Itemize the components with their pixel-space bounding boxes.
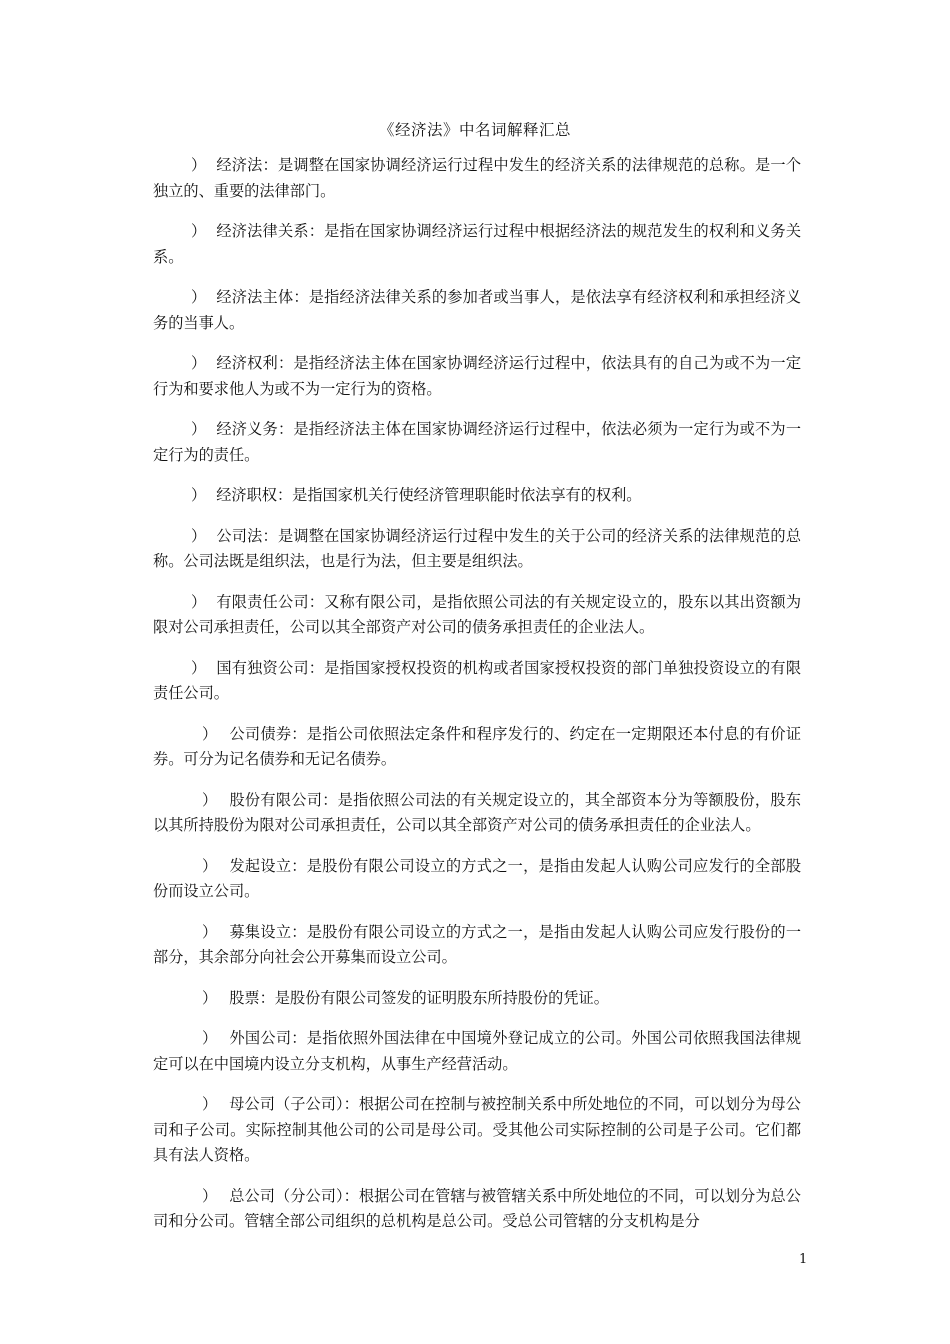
entry-text: 经济法：是调整在国家协调经济运行过程中发生的经济关系的法律规范的总称。是一个独立的、重要的法律部门。 [153,156,802,200]
entry-paragraph [153,788,801,839]
entry-text: 经济权利：是指经济法主体在国家协调经济运行过程中，依法具有的自己为或不为一定行为和要求他人为或不为一定行为的资格。 [153,354,802,398]
entry-text: 募集设立：是股份有限公司设立的方式之一，是指由发起人认购公司应发行股份的一部分，其余部分向社会公开募集而设立公司。 [153,922,802,966]
page-number: 1 [799,1252,808,1267]
entry-marker: ） [202,1095,218,1113]
entry-marker: ） [202,724,218,743]
entry-paragraph [153,1026,801,1077]
entry-paragraph [153,351,801,402]
entry-text: 母公司（子公司）：根据公司在控制与被控制关系中所处地位的不同，可以划分为母公司和子公司。实际控制其他公司的公司是母公司。受其他公司实际控制的公司是子公司。它们都具有法人资格。 [153,1095,801,1164]
entry-paragraph [153,656,801,707]
entry-paragraph [153,1184,801,1235]
entry-marker: ） [191,156,207,174]
entry-paragraph [153,524,801,575]
entry-text: 经济法主体：是指经济法律关系的参加者或当事人，是依法享有经济权利和承担经济义务的当事人。 [153,288,802,332]
entry-text: 总公司（分公司）：根据公司在管辖与被管辖关系中所处地位的不同，可以划分为总公司和分公司。管辖全部公司组织的总机构是总公司。受总公司管辖的分支机构是分 [153,1186,801,1230]
entry-paragraph [153,986,801,1012]
entry-text: 公司法：是调整在国家协调经济运行过程中发生的关于公司的经济关系的法律规范的总称。公司法既是组织法，也是行为法，但主要是组织法。 [153,526,802,570]
entry-text: 有限责任公司：又称有限公司，是指依照公司法的有关规定设立的，股东以其出资额为限对公司承担责任，公司以其全部资产对公司的债务承担责任的企业法人。 [153,592,802,636]
document-title: 《经济法》中名词解释汇总 [378,121,571,139]
entry-paragraph [153,417,801,468]
entry-marker: ） [191,420,207,438]
entry-text: 发起设立：是股份有限公司设立的方式之一，是指由发起人认购公司应发行的全部股份而设立公司。 [153,856,802,900]
entry-paragraph [153,1092,801,1169]
entry-marker: ） [191,354,207,372]
entry-marker: ） [202,988,218,1007]
entry-text: 公司债券：是指公司依照法定条件和程序发行的、约定在一定期限还本付息的有价证券。可分为记名债券和无记名债券。 [153,724,802,768]
document-body [153,153,801,1250]
entry-text: 股份有限公司：是指依照公司法的有关规定设立的，其全部资本分为等额股份，股东以其所持股份为限对公司承担责任，公司以其全部资产对公司的债务承担责任的企业法人。 [153,790,802,834]
entry-text: 国有独资公司：是指国家授权投资的机构或者国家授权投资的部门单独投资设立的有限责任公司。 [153,658,802,702]
entry-text: 股票：是股份有限公司签发的证明股东所持股份的凭证。 [229,988,609,1007]
entry-paragraph [153,285,801,336]
entry-text: 经济义务：是指经济法主体在国家协调经济运行过程中，依法必须为一定行为或不为一定行为的责任。 [153,420,802,464]
entry-marker: ） [202,1029,218,1047]
entry-paragraph [153,920,801,971]
entry-marker: ） [202,856,218,875]
entry-text: 经济法律关系：是指在国家协调经济运行过程中根据经济法的规范发生的权利和义务关系。 [153,222,802,266]
entry-marker: ） [202,1186,218,1205]
entry-paragraph [153,153,801,204]
entry-marker: ） [191,658,207,677]
entry-marker: ） [191,222,207,240]
entry-marker: ） [191,592,207,611]
entry-marker: ） [191,486,207,504]
entry-paragraph [153,854,801,905]
entry-marker: ） [191,526,207,545]
entry-paragraph [153,590,801,641]
entry-marker: ） [202,922,218,941]
entry-paragraph [153,483,801,509]
entry-marker: ） [191,288,207,306]
entry-marker: ） [202,790,218,809]
entry-text: 经济职权：是指国家机关行使经济管理职能时依法享有的权利。 [216,486,642,504]
entry-text: 外国公司：是指依照外国法律在中国境外登记成立的公司。外国公司依照我国法律规定可以在中国境内设立分支机构，从事生产经营活动。 [153,1029,802,1073]
entry-paragraph [153,219,801,270]
entry-paragraph [153,722,801,773]
